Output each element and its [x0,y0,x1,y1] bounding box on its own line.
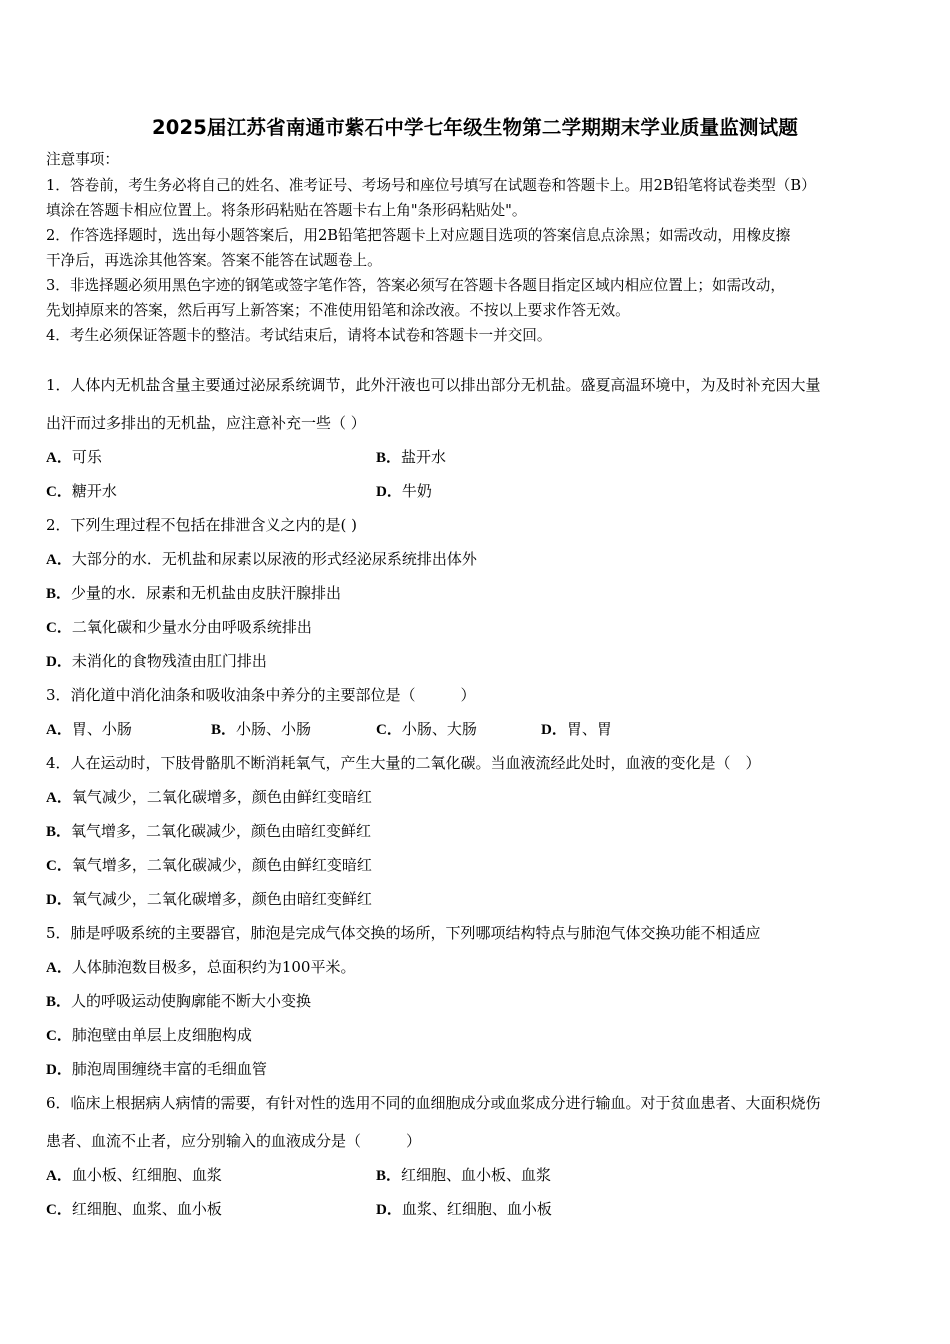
option-text: 红细胞、血浆、血小板 [71,1200,222,1218]
notice-heading: 注意事项： [46,151,119,168]
option-label: B． [211,722,237,738]
question-5-stem: 5．肺是呼吸系统的主要器官，肺泡是完成气体交换的场所，下列哪项结构特点与肺泡气体交换功能不相适应 [46,924,761,942]
option-label: A． [46,790,72,806]
question-1-stem: 出汗而过多排出的无机盐，应注意补充一些（ ） [46,414,366,432]
option-label: A． [46,960,72,976]
option-label: C． [46,484,72,500]
option-label: D． [46,892,72,908]
option-text: 血小板、红细胞、血浆 [71,1166,222,1184]
notice-line: 1．答卷前，考生务必将自己的姓名、准考证号、考场号和座位号填写在试题卷和答题卡上。用2B铅笔将试卷类型（B） [46,177,816,194]
question-4-option-a [46,787,372,808]
option-text: 少量的水．尿素和无机盐由皮肤汗腺排出 [71,584,342,602]
question-4-option-b [46,821,371,842]
option-text: 二氧化碳和少量水分由呼吸系统排出 [71,618,312,636]
question-5-option-b [46,991,311,1012]
option-text: 血浆、红细胞、血小板 [401,1200,552,1218]
notice-line: 4．考生必须保证答题卡的整洁。考试结束后，请将本试卷和答题卡一并交回。 [46,327,552,344]
question-1-option-b [376,447,446,468]
page-title: 2025届江苏省南通市紫石中学七年级生物第二学期期末学业质量监测试题 [151,116,799,139]
option-label: A． [46,1168,72,1184]
option-text: 红细胞、血小板、血浆 [401,1166,552,1184]
question-5-option-d [46,1059,267,1080]
option-label: A． [46,722,72,738]
option-label: B． [46,586,72,602]
question-2-option-a [46,549,477,570]
question-1-option-c [46,481,117,502]
option-text: 小肠、大肠 [401,720,477,738]
question-4-stem: 4．人在运动时，下肢骨骼肌不断消耗氧气，产生大量的二氧化碳。当血液流经此处时，血液的变化是（ ） [46,754,761,772]
question-4-option-d [46,889,372,910]
option-label: A． [46,450,72,466]
notice-line: 先划掉原来的答案，然后再写上新答案；不准使用铅笔和涂改液。不按以上要求作答无效。 [46,302,630,319]
option-text: 胃、小肠 [71,720,132,738]
option-text: 人的呼吸运动使胸廓能不断大小变换 [71,992,312,1010]
option-text: 氧气减少，二氧化碳增多，颜色由暗红变鲜红 [71,890,372,908]
option-label: C． [376,722,402,738]
question-5-option-c [46,1025,252,1046]
option-label: D． [376,1202,402,1218]
option-label: C． [46,858,72,874]
question-3-option-b [211,719,311,740]
question-6-option-c [46,1199,222,1220]
option-text: 大部分的水．无机盐和尿素以尿液的形式经泌尿系统排出体外 [71,550,477,568]
option-text: 小肠、小肠 [236,720,312,738]
option-label: D． [376,484,402,500]
option-label: C． [46,1202,72,1218]
option-text: 盐开水 [401,448,447,466]
question-2-option-b [46,583,341,604]
question-2-stem: 2．下列生理过程不包括在排泄含义之内的是( ) [46,516,358,534]
notice-line: 3．非选择题必须用黑色字迹的钢笔或签字笔作答，答案必须写在答题卡各题目指定区域内相应位置上；如需改动， [46,277,785,294]
question-3-option-c [376,719,477,740]
option-text: 牛奶 [401,482,432,500]
option-label: B． [46,824,72,840]
question-6-stem: 患者、血流不止者，应分别输入的血液成分是（ ） [46,1132,422,1150]
option-text: 氧气减少，二氧化碳增多，颜色由鲜红变暗红 [71,788,372,806]
question-3-stem: 3．消化道中消化油条和吸收油条中养分的主要部位是（ ） [46,686,476,704]
option-label: B． [376,1168,402,1184]
question-1-stem: 1．人体内无机盐含量主要通过泌尿系统调节，此外汗液也可以排出部分无机盐。盛夏高温环境中，为及时补充因大量 [46,376,821,394]
option-label: C． [46,620,72,636]
question-1-option-d [376,481,432,502]
question-1-option-a [46,447,102,468]
question-6-option-a [46,1165,222,1186]
option-text: 氧气增多，二氧化碳减少，颜色由暗红变鲜红 [71,822,372,840]
option-text: 人体肺泡数目极多，总面积约为100平米。 [71,958,356,976]
question-5-option-a [46,957,355,978]
question-3-option-d [541,719,612,740]
option-text: 胃、胃 [566,720,612,738]
question-2-option-c [46,617,312,638]
option-label: B． [376,450,402,466]
option-label: D． [46,654,72,670]
option-text: 肺泡周围缠绕丰富的毛细血管 [71,1060,267,1078]
question-4-option-c [46,855,372,876]
question-6-option-b [376,1165,551,1186]
option-label: D． [541,722,567,738]
notice-line: 2．作答选择题时，选出每小题答案后，用2B铅笔把答题卡上对应题目选项的答案信息点涂黑；如需改动，用橡皮擦 [46,227,791,244]
notice-line: 干净后，再选涂其他答案。答案不能答在试题卷上。 [46,252,382,269]
option-label: A． [46,552,72,568]
option-text: 可乐 [71,448,102,466]
option-text: 氧气增多，二氧化碳减少，颜色由鲜红变暗红 [71,856,372,874]
question-3-option-a [46,719,132,740]
question-6-option-d [376,1199,552,1220]
option-label: B． [46,994,72,1010]
notice-line: 填涂在答题卡相应位置上。将条形码粘贴在答题卡右上角"条形码粘贴处"。 [46,202,527,219]
option-text: 肺泡壁由单层上皮细胞构成 [71,1026,252,1044]
option-text: 糖开水 [71,482,117,500]
option-label: C． [46,1028,72,1044]
option-label: D． [46,1062,72,1078]
option-text: 未消化的食物残渣由肛门排出 [71,652,267,670]
question-2-option-d [46,651,267,672]
question-6-stem: 6．临床上根据病人病情的需要，有针对性的选用不同的血细胞成分或血浆成分进行输血。对于贫血患者、大面积烧伤 [46,1094,821,1112]
